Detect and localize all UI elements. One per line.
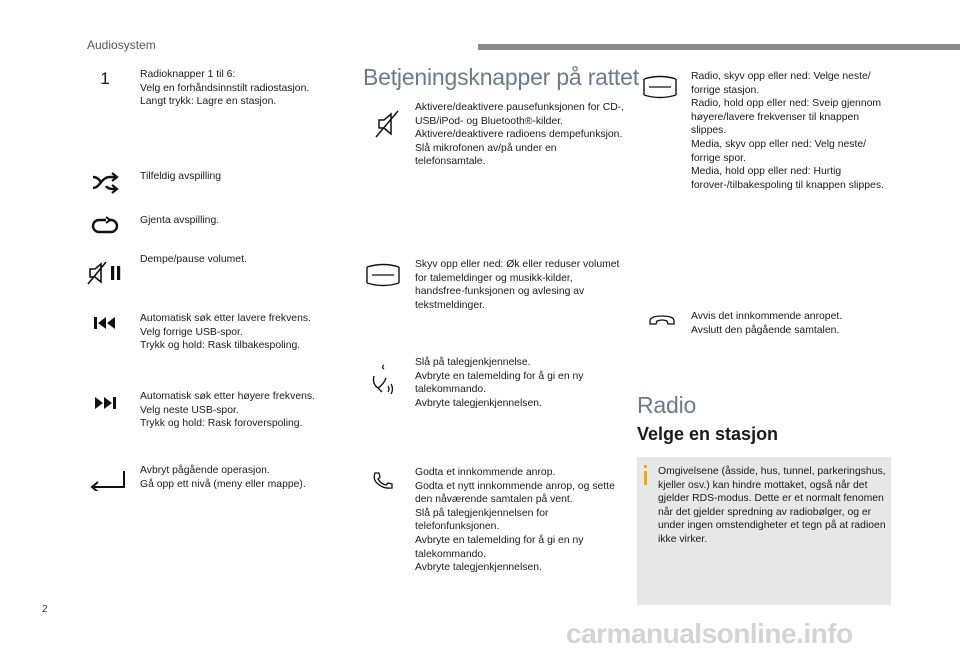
- radio-subtitle: Velge en stasjon: [637, 424, 779, 444]
- mute-speaker-icon: [363, 107, 411, 141]
- item-text: Automatisk søk etter høyere frekvens. Velg neste USB-spor. Trykk og hold: Rask foroverspoling.: [140, 391, 315, 430]
- next-track-icon: [83, 392, 127, 414]
- item-text: Radioknapper 1 til 6: Velg en forhåndsinnstilt radiostasjon. Langt trykk: Lagre en stasjon.: [140, 69, 310, 108]
- previous-track-icon: [83, 312, 127, 334]
- back-arrow-icon: [83, 468, 133, 492]
- info-box: [637, 457, 891, 605]
- item-text: Avvis det innkommende anropet. Avslutt den pågående samtalen.: [691, 311, 843, 336]
- info-icon: [644, 465, 647, 485]
- scroll-wheel-icon: [640, 70, 680, 104]
- voice-command-icon: [363, 360, 403, 398]
- section-title: Betjeningsknapper på rattet: [363, 64, 639, 90]
- watermark: carmanualsonline.info: [566, 618, 853, 649]
- item-text: Avbryt pågående operasjon. Gå opp ett nivå (meny eller mappe).: [140, 465, 306, 490]
- item-text: Skyv opp eller ned: Øk eller reduser volumet for talemeldinger og musikk-kilder, handsfree-funksjonen og avlesing av tekstmeldinger.: [415, 259, 620, 311]
- shuffle-icon: [83, 169, 127, 197]
- item-text: Dempe/pause volumet.: [140, 254, 247, 265]
- info-text: Omgivelsene (åsside, hus, tunnel, parkeringshus, kjeller osv.) kan hindre mottaket, også når det gjelder RDS-modus. Dette er et normalt fenomen når det gjelder spredning av radiobølger, og er under ingen omstendigheter et tegn på at radioen ikke virker.: [658, 466, 886, 545]
- mute-pause-icon: [83, 259, 127, 287]
- repeat-icon: [83, 214, 127, 238]
- item-text: Automatisk søk etter lavere frekvens. Velg forrige USB-spor. Trykk og hold: Rask tilbakespoling.: [140, 313, 311, 352]
- item-text: Godta et innkommende anrop. Godta et nytt innkommende anrop, og sette den nåværende samtalen på vent. Slå på talegjenkjennelsen for telefonfunksjonen. Avbryte en talemelding for å gi en ny talekommando. Avbryte talegjenkjennelsen.: [415, 467, 615, 574]
- preset-number-icon: 1: [100, 69, 110, 88]
- header-bar: [478, 44, 960, 50]
- scroll-wheel-icon: [363, 258, 403, 292]
- item-text: Gjenta avspilling.: [140, 215, 220, 226]
- page-number: 2: [42, 604, 48, 615]
- item-text: Tilfeldig avspilling: [140, 171, 222, 182]
- item-text: Slå på talegjenkjennelse. Avbryte en talemelding for å gi en ny talekommando. Avbryte talegjenkjennelsen.: [415, 357, 584, 409]
- phone-answer-icon: [363, 468, 403, 492]
- radio-title: Radio: [637, 392, 697, 418]
- phone-hangup-icon: [640, 310, 684, 330]
- header-title: Audiosystem: [87, 38, 156, 52]
- item-text: Aktivere/deaktivere pausefunksjonen for CD-, USB/iPod- og Bluetooth®-kilder. Aktivere/deaktivere radioens dempefunksjon. Slå mikrofonen av/på under en telefonsamtale.: [415, 102, 625, 168]
- item-text: Radio, skyv opp eller ned: Velge neste/ forrige stasjon. Radio, hold opp eller ned: Sveip gjennom høyere/lavere frekvenser til knappen slippes. Media, skyv opp eller ned: Velg neste/ forrige spor. Media, hold opp eller ned: Hurtig forover-/tilbakespoling til knappen slippes.: [691, 71, 884, 191]
